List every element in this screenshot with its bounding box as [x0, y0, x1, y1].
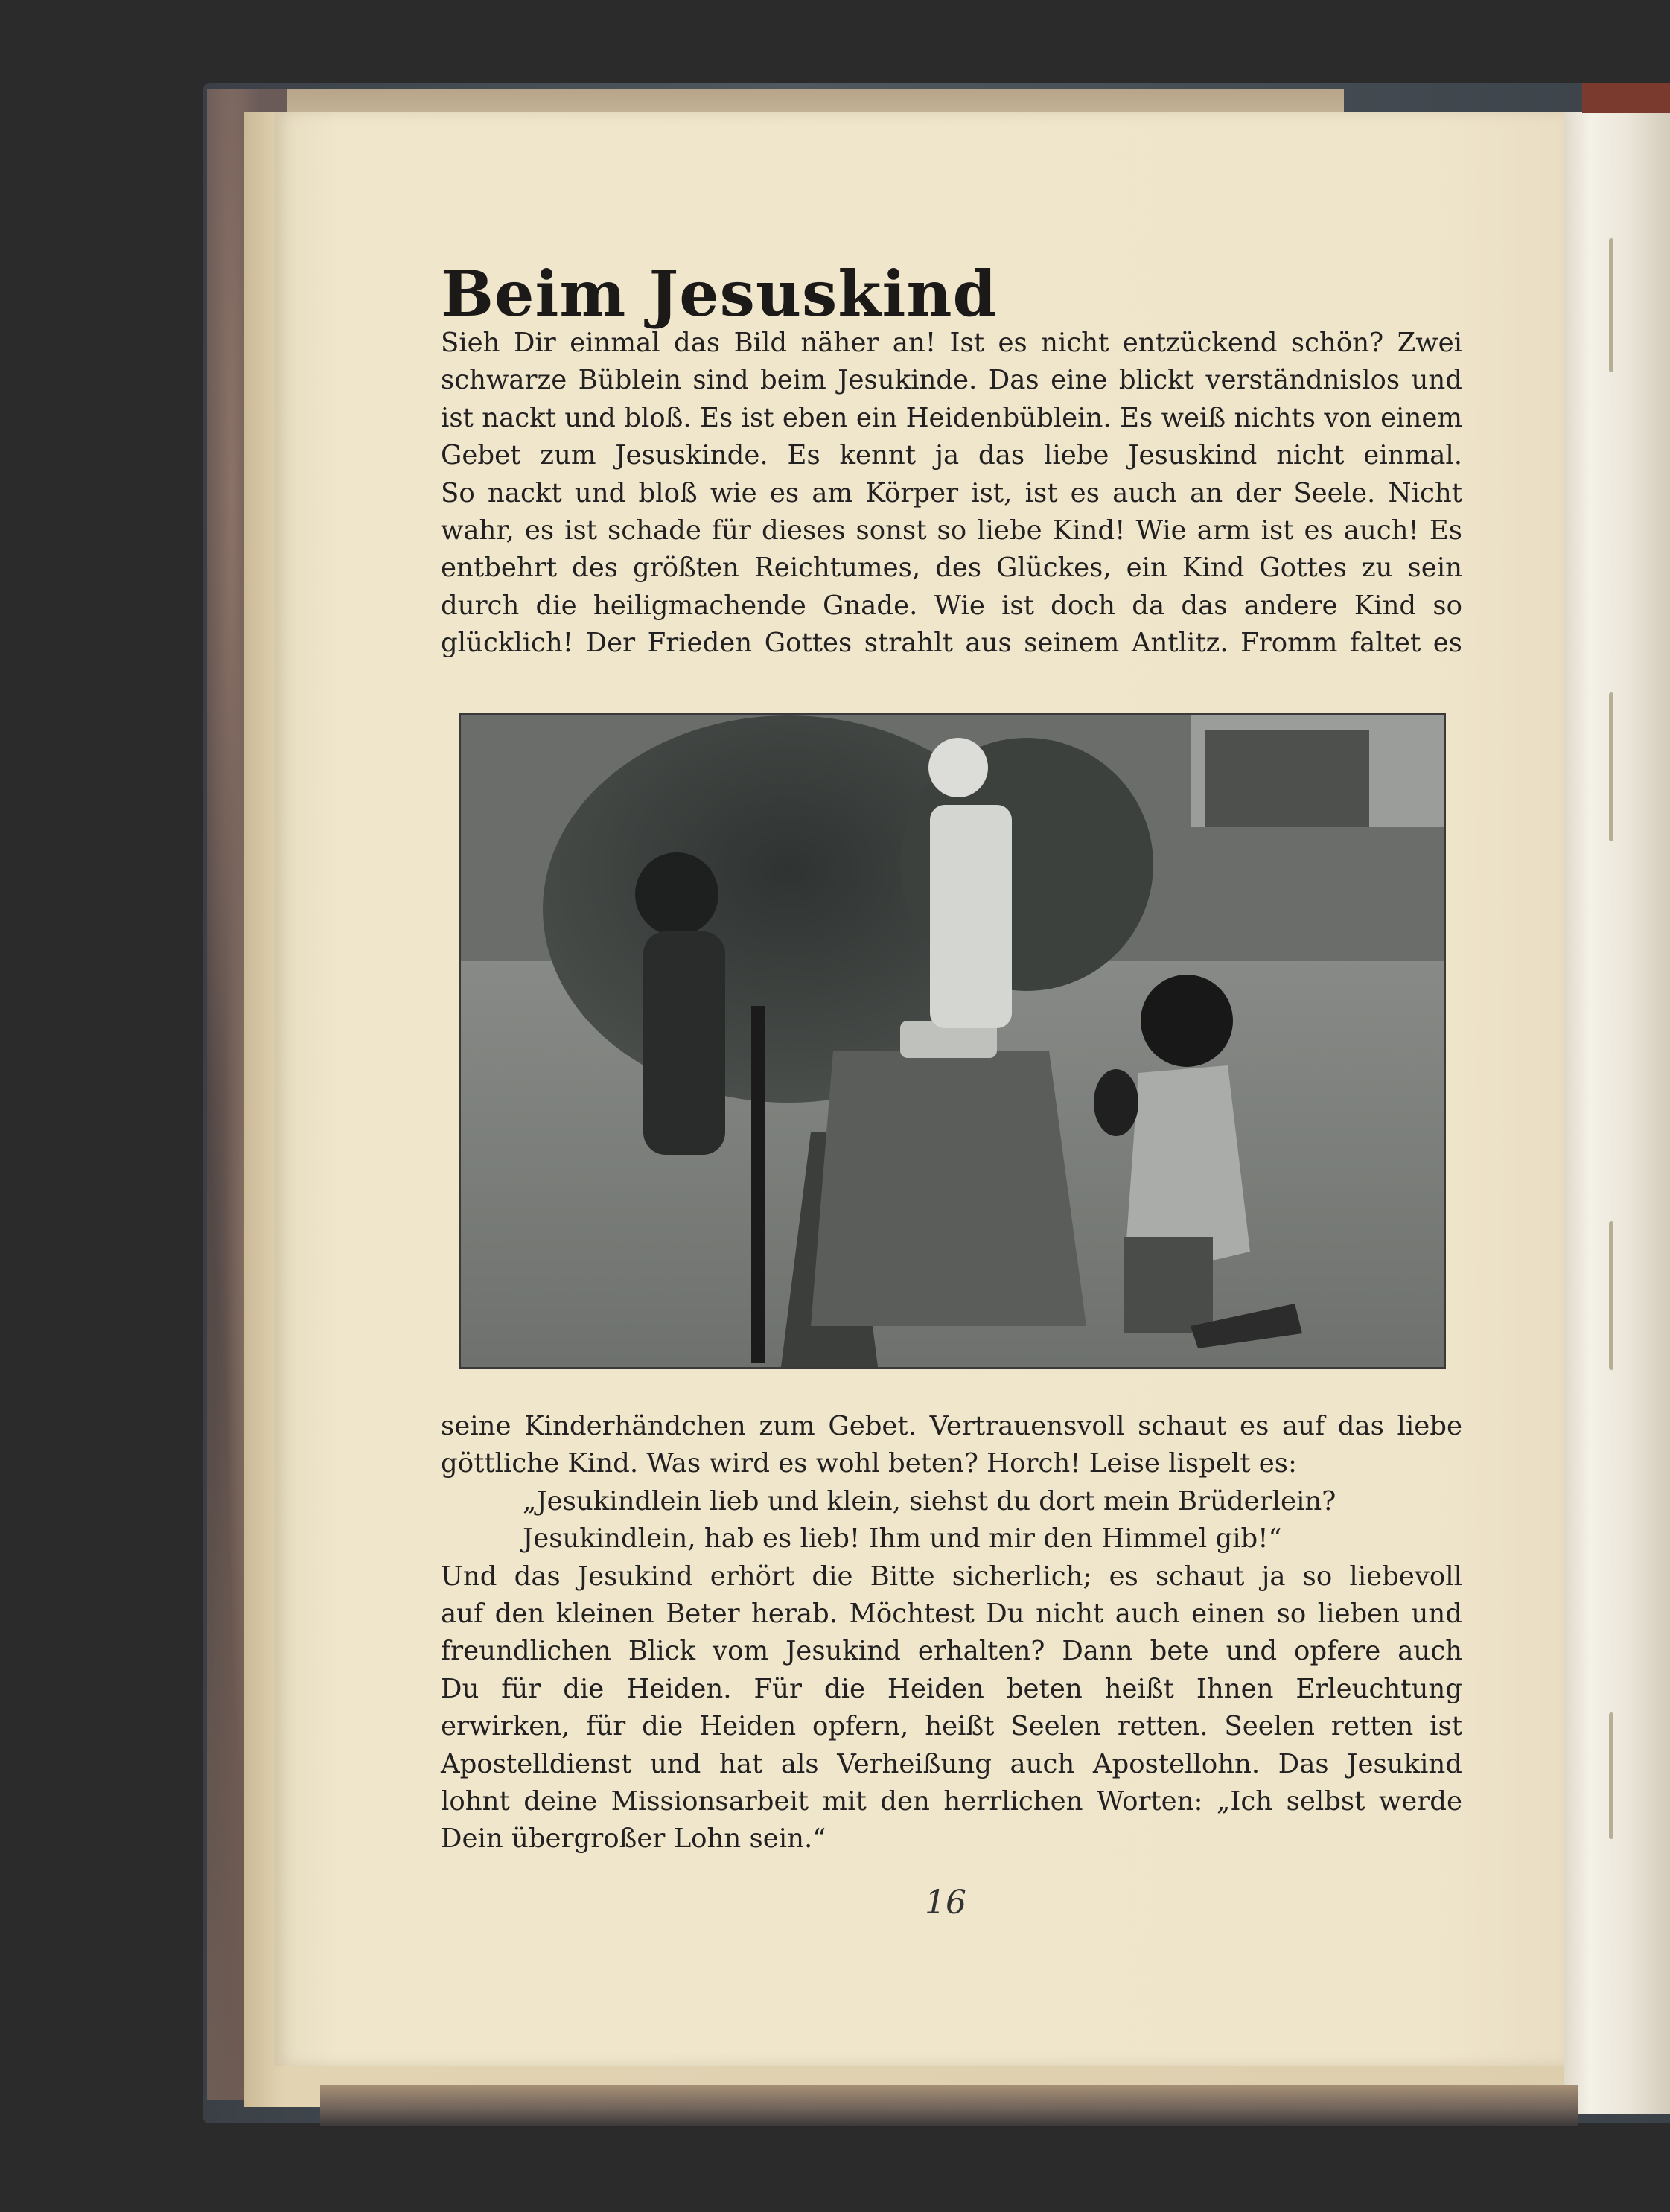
binding-thread — [1609, 1712, 1613, 1839]
page-bottom-edge — [320, 2085, 1578, 2126]
page-number: 16 — [925, 1884, 966, 1922]
text-line: entbehrt des größten Reichtumes, des Glückes, ein Kind Gottes zu sein — [441, 552, 1462, 584]
text-line: Und das Jesukind erhört die Bitte sicherlich; es schaut ja so liebevoll — [441, 1561, 1462, 1592]
verse-line: „Jesukindlein lieb und klein, siehst du dort mein Brüderlein? — [523, 1485, 1336, 1517]
text-line: göttliche Kind. Was wird es wohl beten? Horch! Leise lispelt es: — [441, 1448, 1297, 1479]
text-line: seine Kinderhändchen zum Gebet. Vertrauensvoll schaut es auf das liebe — [441, 1411, 1462, 1441]
spine-headband — [1582, 83, 1670, 113]
page-heading: Beim Jesuskind — [441, 257, 998, 331]
paragraph-2 — [441, 1408, 1462, 1858]
binding-thread — [1609, 692, 1613, 841]
text-line: lohnt deine Missionsarbeit mit den herrlichen Worten: „Ich selbst werde — [441, 1786, 1462, 1817]
book-spine — [1564, 112, 1670, 2114]
text-line: Sieh Dir einmal das Bild näher an! Ist es nicht entzückend schön? Zwei — [441, 328, 1462, 358]
text-line: erwirken, für die Heiden opfern, heißt Seelen retten. Seelen retten ist — [441, 1711, 1462, 1742]
text-line: freundlichen Blick vom Jesukind erhalten? Dann bete und opfere auch — [441, 1636, 1462, 1667]
text-line: Apostelldienst und hat als Verheißung auch Apostellohn. Das Jesukind — [441, 1748, 1462, 1779]
text-line: auf den kleinen Beter herab. Möchtest Du nicht auch einen so lieben und — [441, 1599, 1462, 1630]
binding-thread — [1609, 238, 1613, 372]
text-line: So nackt und bloß wie es am Körper ist, ist es auch an der Seele. Nicht — [441, 477, 1462, 509]
text-line: Dein übergroßer Lohn sein.“ — [441, 1823, 826, 1855]
paragraph-1 — [441, 325, 1462, 663]
binding-thread — [1609, 1221, 1613, 1370]
verse-line: Jesukindlein, hab es lieb! Ihm und mir den Himmel gib!“ — [523, 1523, 1282, 1555]
text-line: Gebet zum Jesuskinde. Es kennt ja das liebe Jesuskind nicht einmal. — [441, 440, 1462, 471]
photograph — [459, 713, 1446, 1369]
text-line: durch die heiligmachende Gnade. Wie ist doch da das andere Kind so — [441, 590, 1462, 621]
text-line: Du für die Heiden. Für die Heiden beten heißt Ihnen Erleuchtung — [441, 1673, 1462, 1704]
text-line: glücklich! Der Frieden Gottes strahlt aus seinem Antlitz. Fromm faltet es — [441, 628, 1462, 659]
text-line: schwarze Büblein sind beim Jesukinde. Das eine blickt verständnislos und — [441, 365, 1462, 396]
text-line: ist nackt und bloß. Es ist eben ein Heidenbüblein. Es weiß nichts von einem — [441, 402, 1462, 433]
text-line: wahr, es ist schade für dieses sonst so liebe Kind! Wie arm ist es auch! Es — [441, 515, 1462, 546]
